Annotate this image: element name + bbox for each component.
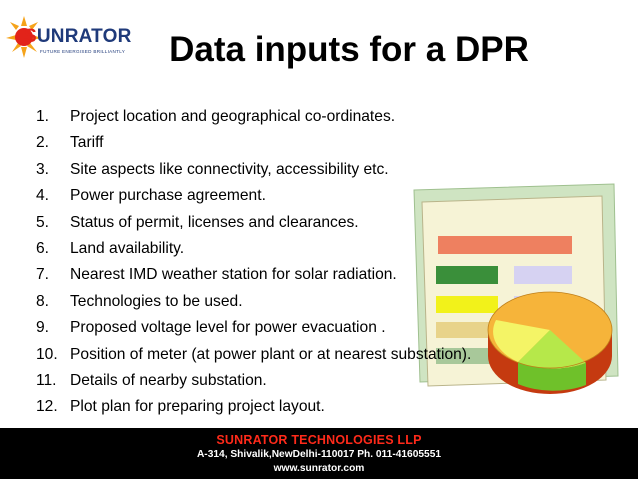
- slide-title: Data inputs for a DPR: [169, 30, 529, 69]
- footer-address: A-314, Shivalik,NewDelhi-110017 Ph. 011-41605551: [196, 449, 442, 460]
- list-item: 7. Nearest IMD weather station for solar radiation.: [36, 266, 397, 284]
- list-item: 11. Details of nearby substation.: [36, 371, 267, 389]
- footer-company-name: SUNRATOR TECHNOLOGIES LLP: [216, 433, 422, 447]
- list-item: 10. Position of meter (at power plant or at nearest substation).: [36, 345, 472, 363]
- list-item: 3. Site aspects like connectivity, accessibility etc.: [36, 160, 389, 178]
- list-item: 6. Land availability.: [36, 239, 185, 257]
- footer-website: www.sunrator.com: [273, 463, 365, 474]
- list-item: 2. Tariff: [36, 134, 104, 152]
- list-item: 8. Technologies to be used.: [36, 292, 243, 310]
- list-item: 5. Status of permit, licenses and clearances.: [36, 213, 359, 231]
- logo-wordmark: SUNRATOR: [24, 26, 132, 47]
- logo-tagline: FUTURE ENERGISED BRILLIANTLY: [40, 49, 126, 54]
- list-item: 9. Proposed voltage level for power evacuation .: [36, 319, 386, 337]
- list-item: 12. Plot plan for preparing project layout.: [36, 398, 325, 416]
- list-item: 4. Power purchase agreement.: [36, 187, 266, 205]
- dpr-inputs-list: [36, 104, 471, 421]
- footer-bar: [0, 428, 638, 479]
- list-item: 1. Project location and geographical co-ordinates.: [36, 108, 396, 125]
